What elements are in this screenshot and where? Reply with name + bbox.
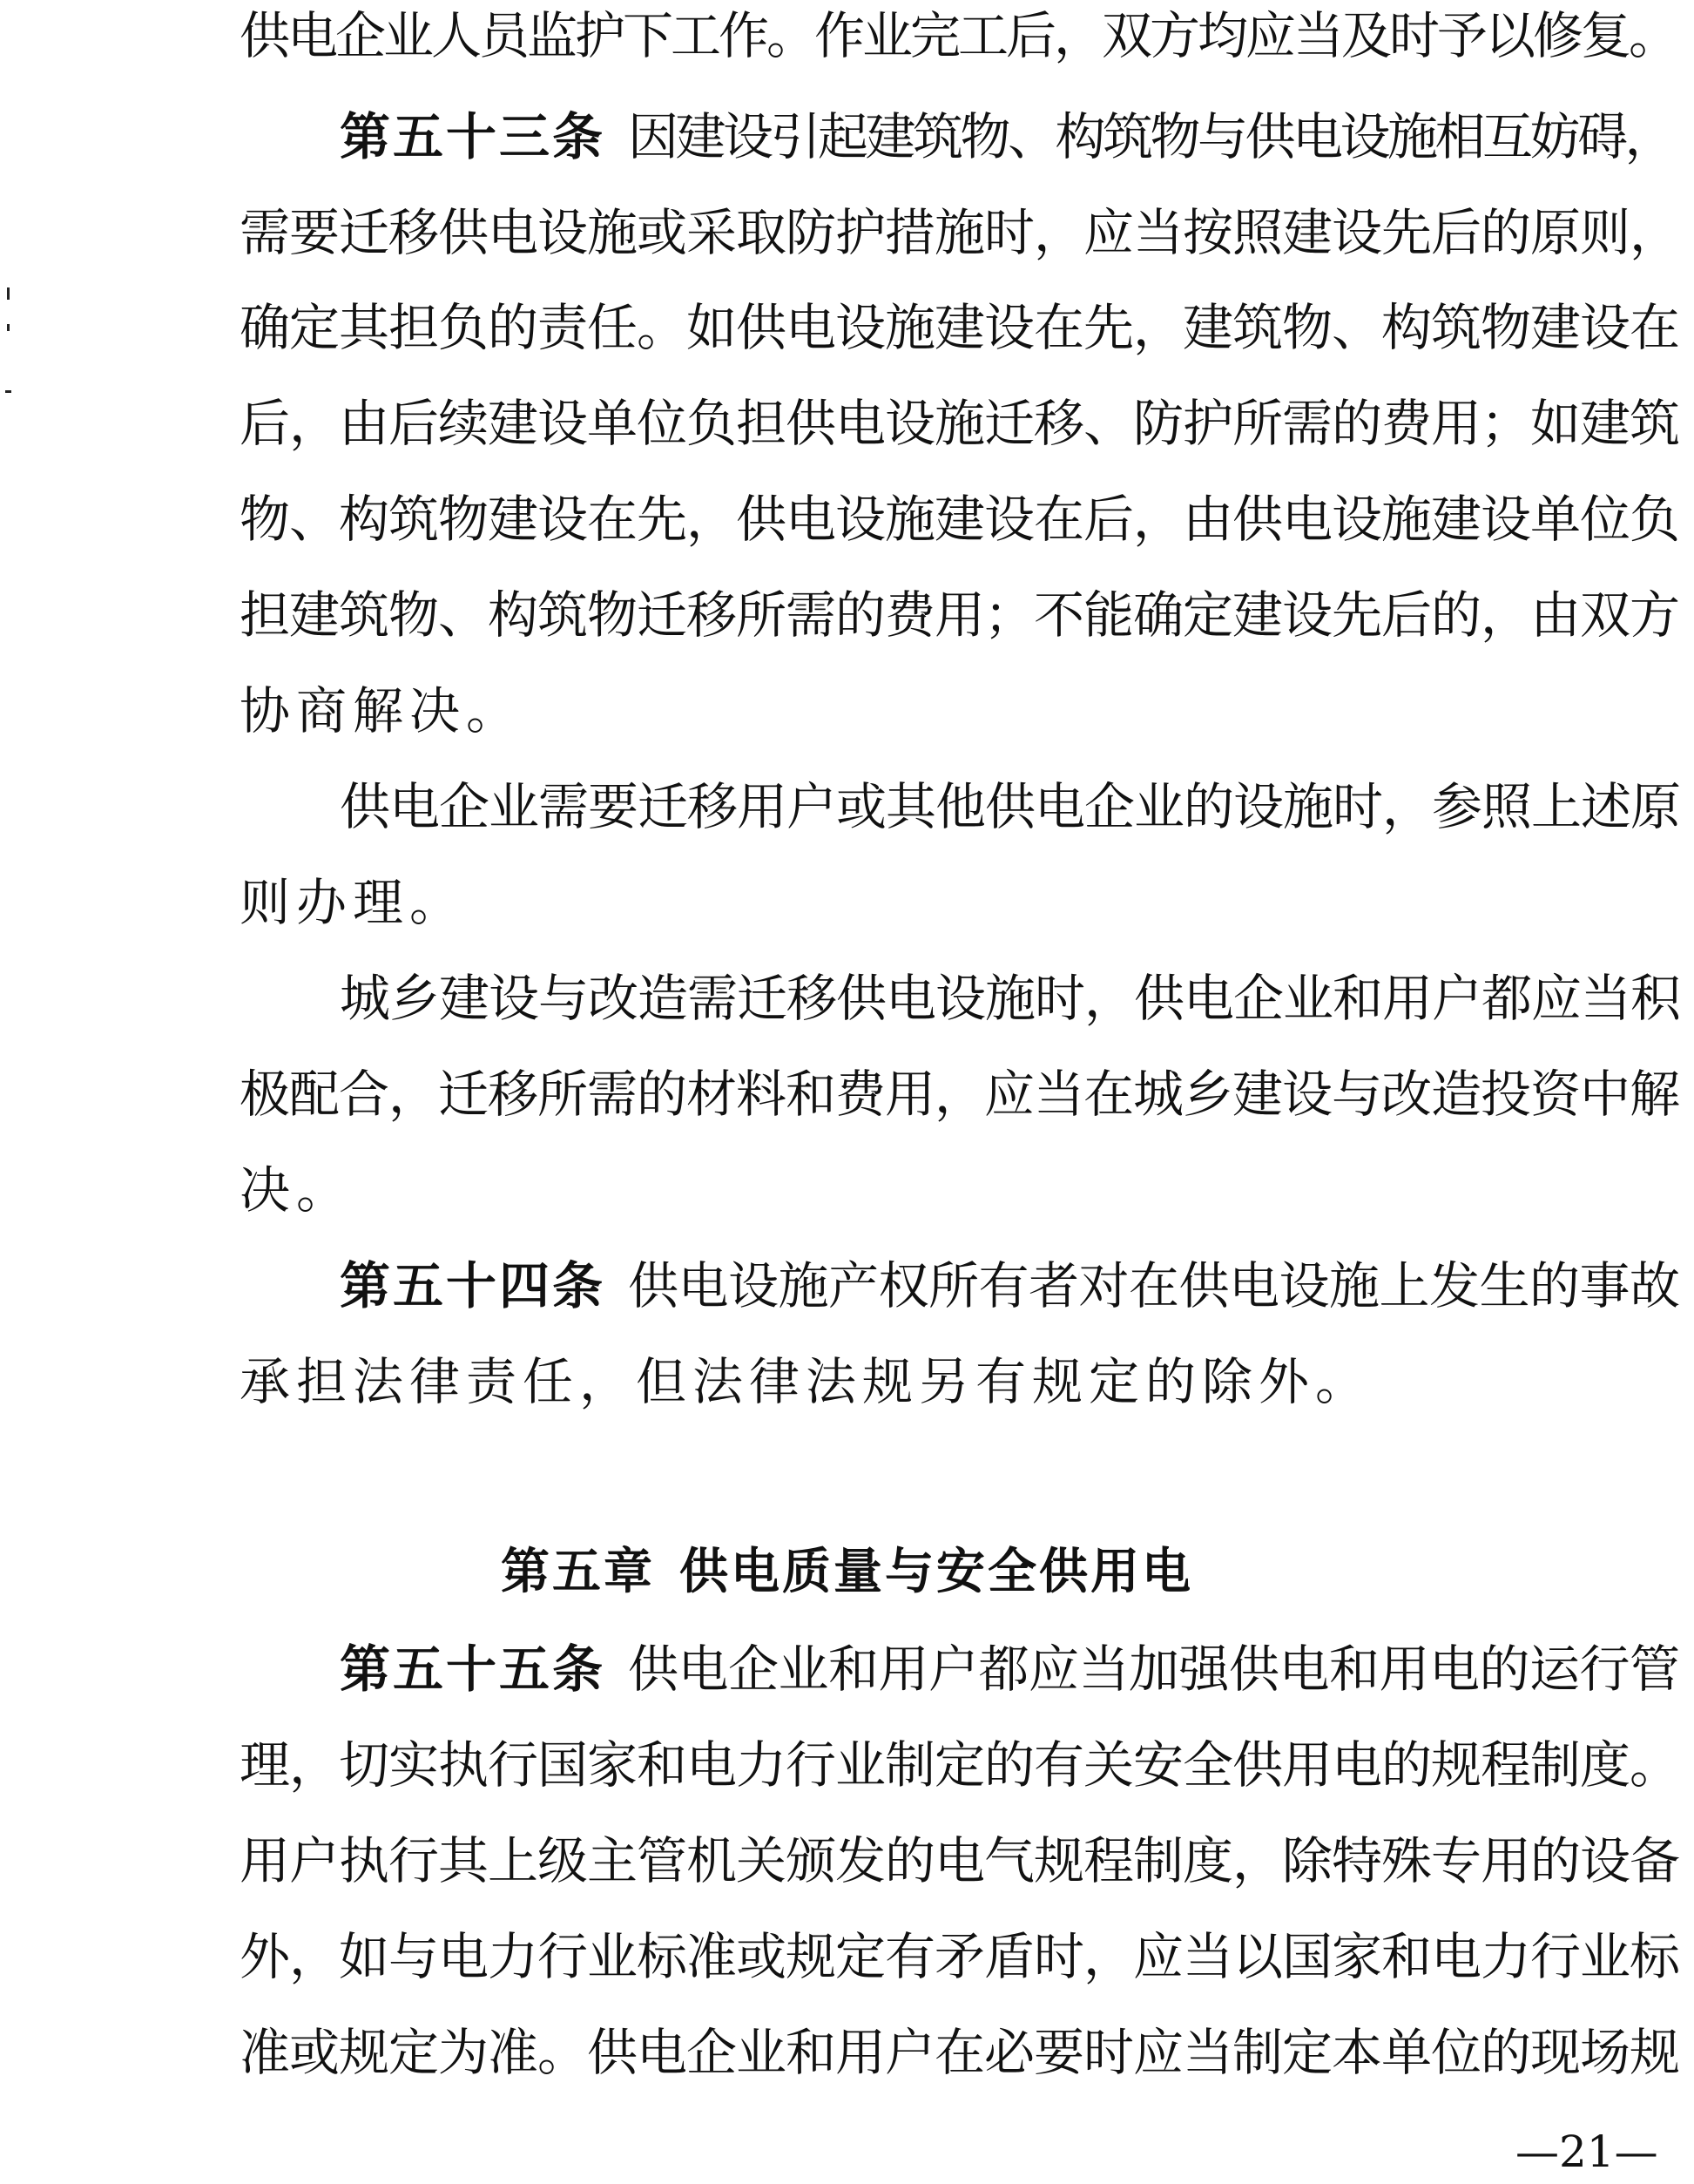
text-line: 物、构筑物建设在先，供电设施建设在后，由供电设施建设单位负 [240,490,1680,549]
text-line: 决。 [240,1160,354,1220]
article-53-line: 第五十三条 因建设引起建筑物、构筑物与供电设施相互妨碍， [340,107,1673,166]
page-number: —21— [1515,2127,1658,2177]
text-line: 担建筑物、构筑物迁移所需的费用；不能确定建设先后的，由双方 [240,585,1680,645]
text-line: 准或规定为准。供电企业和用户在必要时应当制定本单位的现场规 [240,2023,1680,2082]
text-line: 极配合，迁移所需的材料和费用，应当在城乡建设与改造投资中解 [240,1065,1680,1124]
text-line: 城乡建设与改造需迁移供电设施时，供电企业和用户都应当积 [340,969,1681,1028]
text-line: 需要迁移供电设施或采取防护措施时，应当按照建设先后的原则， [240,203,1680,262]
chapter-number: 第五章 [501,1544,655,1600]
scan-mark [7,324,10,331]
text-line: 承担法律责任，但法律法规另有规定的除外。 [240,1352,1373,1411]
article-label: 第五十三条 [340,107,606,166]
text-line: 则办理。 [240,873,467,932]
chapter-title: 供电质量与安全供用电 [679,1544,1193,1600]
scan-mark [5,390,11,393]
text-line: 供电企业需要迁移用户或其他供电企业的设施时，参照上述原 [340,777,1681,836]
text-line: 供电企业人员监护下工作。作业完工后，双方均应当及时予以修复。 [240,6,1677,65]
text-line: 确定其担负的责任。如供电设施建设在先，建筑物、构筑物建设在 [240,298,1680,357]
text-line: 用户执行其上级主管机关颁发的电气规程制度，除特殊专用的设备 [240,1831,1680,1890]
article-label: 第五十四条 [340,1256,606,1315]
article-label: 第五十五条 [340,1640,606,1699]
chapter-heading [0,1544,1694,1600]
text-line: 外，如与电力行业标准或规定有矛盾时，应当以国家和电力行业标 [240,1927,1680,1986]
article-54-line: 第五十四条 供电设施产权所有者对在供电设施上发生的事故 [340,1256,1680,1315]
article-55-line: 第五十五条 供电企业和用户都应当加强供电和用电的运行管 [340,1640,1680,1699]
scan-mark [7,287,10,300]
text-line: 理，切实执行国家和电力行业制定的有关安全供用电的规程制度。 [240,1735,1680,1795]
text-line: 协商解决。 [240,681,523,740]
text-line: 后，由后续建设单位负担供电设施迁移、防护所需的费用；如建筑 [240,394,1680,453]
